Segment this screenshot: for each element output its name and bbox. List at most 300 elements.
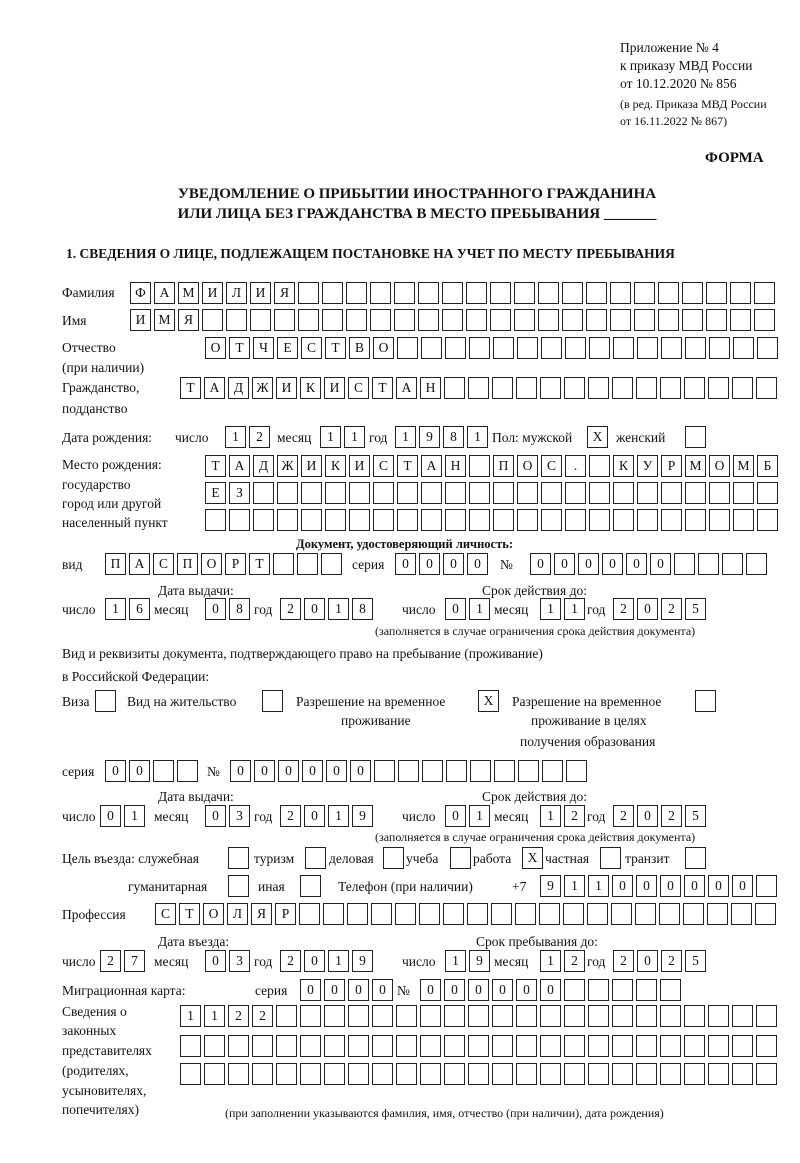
char-box[interactable]: 0 xyxy=(637,598,658,620)
char-box[interactable] xyxy=(468,377,489,399)
char-box[interactable] xyxy=(636,979,657,1001)
char-box[interactable]: И xyxy=(301,455,322,477)
char-box[interactable] xyxy=(299,903,320,925)
char-box[interactable] xyxy=(589,337,610,359)
char-box[interactable]: О xyxy=(517,455,538,477)
char-box[interactable] xyxy=(469,482,490,504)
purpose-transit-checkbox[interactable] xyxy=(685,847,706,869)
char-box[interactable]: 0 xyxy=(540,979,561,1001)
char-box[interactable]: 0 xyxy=(443,553,464,575)
char-box[interactable] xyxy=(636,1063,657,1085)
char-box[interactable]: 0 xyxy=(278,760,299,782)
char-box[interactable]: 0 xyxy=(612,875,633,897)
char-box[interactable] xyxy=(610,309,631,331)
char-box[interactable]: Т xyxy=(325,337,346,359)
char-box[interactable] xyxy=(565,337,586,359)
char-box[interactable] xyxy=(730,282,751,304)
char-box[interactable]: Т xyxy=(229,337,250,359)
char-box[interactable] xyxy=(589,455,610,477)
char-box[interactable]: 0 xyxy=(530,553,551,575)
char-box[interactable]: 0 xyxy=(637,950,658,972)
char-box[interactable] xyxy=(661,509,682,531)
char-box[interactable] xyxy=(682,282,703,304)
char-box[interactable]: 8 xyxy=(352,598,373,620)
char-box[interactable]: М xyxy=(685,455,706,477)
char-box[interactable] xyxy=(444,377,465,399)
char-box[interactable] xyxy=(516,1063,537,1085)
char-box[interactable] xyxy=(420,1063,441,1085)
char-box[interactable]: 1 xyxy=(124,805,145,827)
char-box[interactable]: 0 xyxy=(732,875,753,897)
char-box[interactable] xyxy=(419,903,440,925)
char-box[interactable] xyxy=(277,482,298,504)
char-box[interactable] xyxy=(421,482,442,504)
char-box[interactable] xyxy=(442,309,463,331)
char-box[interactable]: Т xyxy=(372,377,393,399)
char-box[interactable] xyxy=(733,482,754,504)
char-box[interactable]: 5 xyxy=(685,805,706,827)
edu-permit-checkbox[interactable] xyxy=(695,690,716,712)
char-box[interactable] xyxy=(276,1035,297,1057)
char-box[interactable] xyxy=(394,282,415,304)
char-box[interactable]: 1 xyxy=(469,598,490,620)
char-box[interactable] xyxy=(709,509,730,531)
char-box[interactable] xyxy=(757,337,778,359)
char-box[interactable]: 0 xyxy=(350,760,371,782)
char-box[interactable]: 1 xyxy=(180,1005,201,1027)
char-box[interactable] xyxy=(541,482,562,504)
char-box[interactable] xyxy=(684,1005,705,1027)
char-box[interactable]: 1 xyxy=(344,426,365,448)
char-box[interactable] xyxy=(396,1035,417,1057)
char-box[interactable]: 2 xyxy=(613,805,634,827)
char-box[interactable] xyxy=(659,903,680,925)
char-box[interactable] xyxy=(397,337,418,359)
char-box[interactable] xyxy=(348,1005,369,1027)
char-box[interactable] xyxy=(540,1005,561,1027)
char-box[interactable]: 2 xyxy=(613,598,634,620)
char-box[interactable] xyxy=(373,482,394,504)
char-box[interactable] xyxy=(540,1035,561,1057)
char-box[interactable]: 1 xyxy=(328,598,349,620)
char-box[interactable] xyxy=(322,309,343,331)
char-box[interactable]: . xyxy=(565,455,586,477)
char-box[interactable] xyxy=(755,903,776,925)
char-box[interactable]: 0 xyxy=(420,979,441,1001)
residence-checkbox[interactable] xyxy=(262,690,283,712)
char-box[interactable] xyxy=(444,1005,465,1027)
char-box[interactable] xyxy=(300,1005,321,1027)
char-box[interactable] xyxy=(589,482,610,504)
char-box[interactable]: 9 xyxy=(419,426,440,448)
char-box[interactable]: Е xyxy=(205,482,226,504)
char-box[interactable]: 0 xyxy=(468,979,489,1001)
char-box[interactable] xyxy=(586,309,607,331)
char-box[interactable] xyxy=(684,1035,705,1057)
char-box[interactable]: Н xyxy=(420,377,441,399)
char-box[interactable] xyxy=(564,377,585,399)
char-box[interactable] xyxy=(276,1005,297,1027)
char-box[interactable]: 0 xyxy=(205,805,226,827)
char-box[interactable] xyxy=(394,309,415,331)
char-box[interactable] xyxy=(565,509,586,531)
char-box[interactable] xyxy=(492,1063,513,1085)
char-box[interactable] xyxy=(370,309,391,331)
char-box[interactable] xyxy=(204,1063,225,1085)
char-box[interactable]: 0 xyxy=(395,553,416,575)
char-box[interactable] xyxy=(754,309,775,331)
char-box[interactable]: К xyxy=(325,455,346,477)
char-box[interactable]: 0 xyxy=(205,950,226,972)
char-box[interactable]: Д xyxy=(253,455,274,477)
char-box[interactable] xyxy=(445,337,466,359)
char-box[interactable] xyxy=(298,309,319,331)
char-box[interactable]: 1 xyxy=(225,426,246,448)
char-box[interactable]: Е xyxy=(277,337,298,359)
char-box[interactable]: М xyxy=(733,455,754,477)
char-box[interactable]: Р xyxy=(661,455,682,477)
char-box[interactable]: Л xyxy=(227,903,248,925)
char-box[interactable]: 0 xyxy=(492,979,513,1001)
char-box[interactable]: С xyxy=(155,903,176,925)
char-box[interactable] xyxy=(756,1035,777,1057)
char-box[interactable]: 0 xyxy=(348,979,369,1001)
char-box[interactable]: 2 xyxy=(661,950,682,972)
char-box[interactable] xyxy=(733,509,754,531)
char-box[interactable]: 9 xyxy=(352,805,373,827)
char-box[interactable]: 3 xyxy=(229,805,250,827)
char-box[interactable] xyxy=(515,903,536,925)
char-box[interactable] xyxy=(612,1063,633,1085)
char-box[interactable] xyxy=(732,377,753,399)
char-box[interactable]: С xyxy=(348,377,369,399)
char-box[interactable] xyxy=(722,553,743,575)
char-box[interactable] xyxy=(418,282,439,304)
char-box[interactable] xyxy=(300,1063,321,1085)
char-box[interactable]: 2 xyxy=(280,598,301,620)
char-box[interactable] xyxy=(346,282,367,304)
char-box[interactable]: 9 xyxy=(540,875,561,897)
char-box[interactable] xyxy=(325,509,346,531)
char-box[interactable] xyxy=(301,509,322,531)
char-box[interactable] xyxy=(588,1063,609,1085)
char-box[interactable]: 0 xyxy=(324,979,345,1001)
char-box[interactable] xyxy=(756,1005,777,1027)
char-box[interactable] xyxy=(469,337,490,359)
char-box[interactable] xyxy=(346,309,367,331)
char-box[interactable]: Д xyxy=(228,377,249,399)
char-box[interactable] xyxy=(661,337,682,359)
char-box[interactable]: 2 xyxy=(249,426,270,448)
char-box[interactable] xyxy=(180,1035,201,1057)
char-box[interactable]: С xyxy=(373,455,394,477)
char-box[interactable] xyxy=(371,903,392,925)
char-box[interactable]: А xyxy=(396,377,417,399)
char-box[interactable]: 2 xyxy=(613,950,634,972)
char-box[interactable] xyxy=(321,553,342,575)
char-box[interactable] xyxy=(732,1063,753,1085)
char-box[interactable]: 1 xyxy=(395,426,416,448)
temp-permit-checkbox[interactable]: X xyxy=(478,690,499,712)
char-box[interactable] xyxy=(566,760,587,782)
char-box[interactable]: Т xyxy=(179,903,200,925)
char-box[interactable] xyxy=(518,760,539,782)
char-box[interactable] xyxy=(467,903,488,925)
char-box[interactable]: 0 xyxy=(637,805,658,827)
char-box[interactable] xyxy=(757,482,778,504)
char-box[interactable] xyxy=(613,482,634,504)
char-box[interactable] xyxy=(324,1063,345,1085)
char-box[interactable]: 0 xyxy=(554,553,575,575)
purpose-humanitarian-checkbox[interactable] xyxy=(228,875,249,897)
char-box[interactable] xyxy=(372,1005,393,1027)
char-box[interactable] xyxy=(374,760,395,782)
char-box[interactable] xyxy=(277,509,298,531)
char-box[interactable] xyxy=(297,553,318,575)
char-box[interactable] xyxy=(252,1035,273,1057)
char-box[interactable] xyxy=(493,509,514,531)
char-box[interactable] xyxy=(684,377,705,399)
char-box[interactable] xyxy=(418,309,439,331)
char-box[interactable] xyxy=(612,979,633,1001)
char-box[interactable]: С xyxy=(301,337,322,359)
char-box[interactable]: 8 xyxy=(443,426,464,448)
char-box[interactable]: Т xyxy=(397,455,418,477)
char-box[interactable]: 1 xyxy=(564,875,585,897)
char-box[interactable] xyxy=(684,1063,705,1085)
purpose-official-checkbox[interactable] xyxy=(228,847,249,869)
char-box[interactable]: 1 xyxy=(564,598,585,620)
char-box[interactable] xyxy=(516,1035,537,1057)
char-box[interactable]: 0 xyxy=(578,553,599,575)
char-box[interactable]: К xyxy=(613,455,634,477)
char-box[interactable] xyxy=(349,482,370,504)
char-box[interactable] xyxy=(444,1063,465,1085)
sex-female-checkbox[interactable] xyxy=(685,426,706,448)
char-box[interactable] xyxy=(541,337,562,359)
purpose-work-checkbox[interactable]: X xyxy=(522,847,543,869)
char-box[interactable] xyxy=(395,903,416,925)
char-box[interactable] xyxy=(492,1005,513,1027)
char-box[interactable] xyxy=(706,282,727,304)
char-box[interactable] xyxy=(349,509,370,531)
char-box[interactable]: Л xyxy=(226,282,247,304)
char-box[interactable] xyxy=(588,1005,609,1027)
char-box[interactable] xyxy=(565,482,586,504)
char-box[interactable] xyxy=(469,455,490,477)
char-box[interactable]: Я xyxy=(178,309,199,331)
char-box[interactable] xyxy=(180,1063,201,1085)
char-box[interactable] xyxy=(674,553,695,575)
char-box[interactable]: 5 xyxy=(685,950,706,972)
char-box[interactable] xyxy=(637,509,658,531)
char-box[interactable]: И xyxy=(130,309,151,331)
char-box[interactable] xyxy=(490,309,511,331)
char-box[interactable] xyxy=(685,337,706,359)
char-box[interactable]: Ж xyxy=(252,377,273,399)
char-box[interactable] xyxy=(444,1035,465,1057)
char-box[interactable]: З xyxy=(229,482,250,504)
char-box[interactable] xyxy=(636,1035,657,1057)
char-box[interactable] xyxy=(322,282,343,304)
char-box[interactable]: 1 xyxy=(588,875,609,897)
char-box[interactable]: Ч xyxy=(253,337,274,359)
char-box[interactable]: М xyxy=(178,282,199,304)
char-box[interactable] xyxy=(660,1063,681,1085)
char-box[interactable] xyxy=(562,309,583,331)
char-box[interactable] xyxy=(685,482,706,504)
char-box[interactable] xyxy=(348,1035,369,1057)
char-box[interactable]: И xyxy=(202,282,223,304)
char-box[interactable] xyxy=(517,509,538,531)
char-box[interactable] xyxy=(634,309,655,331)
char-box[interactable] xyxy=(587,903,608,925)
char-box[interactable] xyxy=(470,760,491,782)
char-box[interactable] xyxy=(252,1063,273,1085)
char-box[interactable] xyxy=(228,1035,249,1057)
char-box[interactable] xyxy=(396,1063,417,1085)
char-box[interactable]: 0 xyxy=(516,979,537,1001)
char-box[interactable] xyxy=(612,1035,633,1057)
char-box[interactable] xyxy=(682,309,703,331)
char-box[interactable]: 0 xyxy=(100,805,121,827)
char-box[interactable] xyxy=(564,1063,585,1085)
char-box[interactable]: Т xyxy=(205,455,226,477)
char-box[interactable] xyxy=(660,1005,681,1027)
char-box[interactable]: 8 xyxy=(229,598,250,620)
char-box[interactable]: 0 xyxy=(304,598,325,620)
char-box[interactable]: 0 xyxy=(205,598,226,620)
char-box[interactable] xyxy=(516,377,537,399)
char-box[interactable] xyxy=(323,903,344,925)
char-box[interactable] xyxy=(708,377,729,399)
char-box[interactable] xyxy=(588,377,609,399)
char-box[interactable] xyxy=(492,377,513,399)
char-box[interactable]: И xyxy=(349,455,370,477)
char-box[interactable] xyxy=(276,1063,297,1085)
char-box[interactable] xyxy=(324,1005,345,1027)
char-box[interactable]: 0 xyxy=(602,553,623,575)
char-box[interactable] xyxy=(514,309,535,331)
char-box[interactable]: Ж xyxy=(277,455,298,477)
char-box[interactable]: 0 xyxy=(302,760,323,782)
char-box[interactable] xyxy=(348,1063,369,1085)
char-box[interactable] xyxy=(493,337,514,359)
char-box[interactable] xyxy=(398,760,419,782)
char-box[interactable] xyxy=(347,903,368,925)
char-box[interactable] xyxy=(514,282,535,304)
char-box[interactable] xyxy=(422,760,443,782)
char-box[interactable]: 9 xyxy=(352,950,373,972)
char-box[interactable] xyxy=(370,282,391,304)
char-box[interactable] xyxy=(228,1063,249,1085)
char-box[interactable]: 1 xyxy=(467,426,488,448)
char-box[interactable] xyxy=(707,903,728,925)
char-box[interactable]: 1 xyxy=(540,950,561,972)
char-box[interactable]: У xyxy=(637,455,658,477)
char-box[interactable]: 2 xyxy=(280,805,301,827)
char-box[interactable]: 0 xyxy=(708,875,729,897)
char-box[interactable] xyxy=(468,1035,489,1057)
char-box[interactable]: П xyxy=(177,553,198,575)
char-box[interactable]: 0 xyxy=(300,979,321,1001)
sex-male-checkbox[interactable]: X xyxy=(587,426,608,448)
purpose-study-checkbox[interactable] xyxy=(450,847,471,869)
char-box[interactable] xyxy=(204,1035,225,1057)
char-box[interactable] xyxy=(469,509,490,531)
char-box[interactable] xyxy=(610,282,631,304)
char-box[interactable]: 0 xyxy=(636,875,657,897)
char-box[interactable]: 2 xyxy=(661,805,682,827)
char-box[interactable] xyxy=(494,760,515,782)
char-box[interactable]: Я xyxy=(251,903,272,925)
char-box[interactable]: Р xyxy=(275,903,296,925)
char-box[interactable]: Б xyxy=(757,455,778,477)
char-box[interactable]: Р xyxy=(225,553,246,575)
purpose-tourism-checkbox[interactable] xyxy=(305,847,326,869)
char-box[interactable] xyxy=(635,903,656,925)
char-box[interactable] xyxy=(325,482,346,504)
char-box[interactable]: П xyxy=(105,553,126,575)
char-box[interactable]: Т xyxy=(249,553,270,575)
char-box[interactable] xyxy=(708,1063,729,1085)
char-box[interactable]: К xyxy=(300,377,321,399)
char-box[interactable]: 0 xyxy=(660,875,681,897)
char-box[interactable]: 0 xyxy=(326,760,347,782)
char-box[interactable] xyxy=(253,509,274,531)
char-box[interactable]: 2 xyxy=(100,950,121,972)
char-box[interactable]: 0 xyxy=(304,805,325,827)
char-box[interactable]: С xyxy=(153,553,174,575)
char-box[interactable]: 3 xyxy=(229,950,250,972)
char-box[interactable] xyxy=(445,509,466,531)
char-box[interactable]: 1 xyxy=(204,1005,225,1027)
char-box[interactable] xyxy=(373,509,394,531)
char-box[interactable] xyxy=(491,903,512,925)
char-box[interactable]: М xyxy=(154,309,175,331)
char-box[interactable]: О xyxy=(373,337,394,359)
char-box[interactable] xyxy=(443,903,464,925)
char-box[interactable] xyxy=(466,282,487,304)
char-box[interactable] xyxy=(420,1005,441,1027)
char-box[interactable] xyxy=(731,903,752,925)
char-box[interactable] xyxy=(564,979,585,1001)
char-box[interactable] xyxy=(226,309,247,331)
char-box[interactable]: 0 xyxy=(129,760,150,782)
char-box[interactable] xyxy=(538,309,559,331)
char-box[interactable]: 7 xyxy=(124,950,145,972)
char-box[interactable]: 1 xyxy=(328,950,349,972)
char-box[interactable] xyxy=(445,482,466,504)
char-box[interactable]: 1 xyxy=(540,805,561,827)
char-box[interactable] xyxy=(396,1005,417,1027)
char-box[interactable] xyxy=(709,337,730,359)
char-box[interactable] xyxy=(660,979,681,1001)
char-box[interactable] xyxy=(301,482,322,504)
char-box[interactable] xyxy=(708,1035,729,1057)
char-box[interactable] xyxy=(588,979,609,1001)
char-box[interactable] xyxy=(612,1005,633,1027)
char-box[interactable] xyxy=(542,760,563,782)
char-box[interactable] xyxy=(730,309,751,331)
char-box[interactable] xyxy=(517,337,538,359)
char-box[interactable] xyxy=(732,1005,753,1027)
char-box[interactable]: О xyxy=(201,553,222,575)
char-box[interactable] xyxy=(153,760,174,782)
char-box[interactable]: О xyxy=(203,903,224,925)
char-box[interactable] xyxy=(273,553,294,575)
char-box[interactable] xyxy=(586,282,607,304)
